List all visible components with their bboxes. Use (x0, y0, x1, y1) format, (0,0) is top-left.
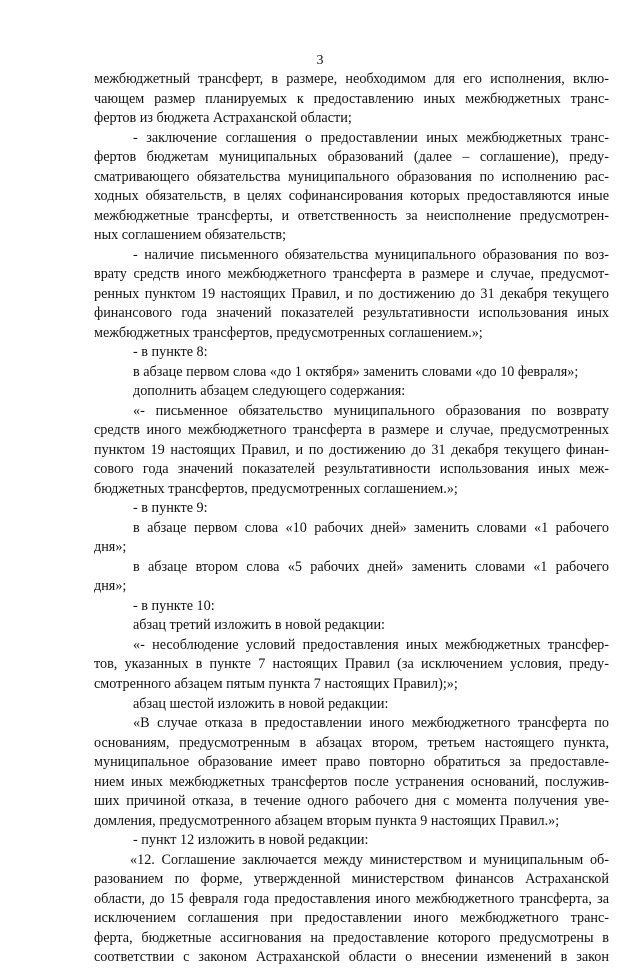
text-line: соответствии с законом Астраханской области о внесении изменений в закон (94, 949, 609, 966)
text-line: исключением соглашения при предоставлении иного межбюджетного транс- (94, 910, 609, 927)
text-line: дня»; (94, 539, 127, 556)
text-line: ходных обязательств, в целях софинансирования которых предоставляются иные (94, 188, 609, 205)
text-line: ших причиной отказа, в течение одного рабочего дня с момента получения уве- (94, 793, 609, 810)
text-line: «- несоблюдение условий предоставления иных межбюджетных трансфер- (133, 636, 609, 653)
text-line: врату средств иного межбюджетного трансферта в размере и случае, предусмот- (94, 266, 609, 283)
text-line: - в пункте 10: (133, 597, 215, 614)
text-line: дополнить абзацем следующего содержания: (133, 383, 406, 400)
text-line: смотренного абзацем пятым пункта 7 настоящих Правил);»; (94, 675, 458, 692)
text-line: межбюджетные трансферты, и ответственность за неисполнение предусмотрен- (94, 207, 609, 224)
text-line: сового года значений показателей результативности использования иных меж- (94, 461, 609, 478)
text-line: ренных пунктом 19 настоящих Правил, и по достижению до 31 декабря текущего (94, 285, 609, 302)
text-line: - в пункте 9: (133, 500, 208, 517)
text-line: нием иных межбюджетных трансфертов после устранения оснований, послужив- (94, 773, 609, 790)
text-line: «- письменное обязательство муниципального образования по возврату (133, 402, 609, 419)
text-line: области, до 15 февраля года предоставления иного межбюджетного трансферта, за (94, 890, 609, 907)
text-line: в абзаце втором слова «5 рабочих дней» заменить словами «1 рабочего (133, 558, 609, 575)
text-line: абзац третий изложить в новой редакции: (133, 617, 385, 634)
text-line: в абзаце первом слова «до 1 октября» заменить словами «до 10 февраля»; (133, 363, 579, 380)
text-line: фертов из бюджета Астраханской области; (94, 110, 352, 127)
page-number: 3 (316, 53, 324, 68)
text-line: «В случае отказа в предоставлении иного межбюджетного трансферта по (133, 715, 609, 732)
text-line: пунктом 19 настоящих Правил, и по достижению до 31 декабря текущего финан- (94, 441, 609, 458)
text-line: разованием по форме, утвержденной министерством финансов Астраханской (94, 871, 609, 888)
text-line: тов, указанных в пункте 7 настоящих Правил (за исключением условия, преду- (94, 656, 609, 673)
text-line: межбюджетный трансферт, в размере, необходимом для его исполнения, вклю- (94, 71, 609, 87)
text-line: - пункт 12 изложить в новой редакции: (133, 832, 369, 849)
text-line: межбюджетных трансфертов, предусмотренных соглашением.»; (94, 324, 483, 341)
text-line: - заключение соглашения о предоставлении иных межбюджетных транс- (133, 129, 609, 146)
text-line: фертов бюджетам муниципальных образований (далее – соглашение), преду- (94, 149, 609, 166)
text-line: чающем размер планируемых к предоставлению иных межбюджетных транс- (94, 90, 609, 107)
text-line: «12. Соглашение заключается между министерством и муниципальным об- (130, 851, 609, 868)
text-line: домления, предусмотренного абзацем вторым пункта 9 настоящих Правил.»; (94, 812, 560, 829)
text-line: средств иного межбюджетного трансферта в размере и случае, предусмотренных (94, 422, 609, 439)
document-body (94, 70, 609, 968)
text-line: дня»; (94, 578, 127, 595)
text-line: сматривающего обязательства муниципального образования по исполнению рас- (94, 168, 609, 185)
text-line: муниципальное образование имеет право повторно обратиться за предоставле- (94, 754, 609, 771)
text-line: - в пункте 8: (133, 344, 208, 361)
text-line: финансового года значений показателей результативности использования иных (94, 305, 609, 322)
text-line: основаниям, предусмотренным в абзацах втором, третьем настоящего пункта, (94, 734, 609, 751)
text-line: в абзаце первом слова «10 рабочих дней» заменить словами «1 рабочего (133, 519, 609, 536)
text-line: абзац шестой изложить в новой редакции: (133, 695, 389, 712)
text-line: ферта, бюджетные ассигнования на предоставление которого предусмотрены в (94, 929, 609, 946)
text-line: ных соглашением обязательств; (94, 227, 287, 244)
text-line: - наличие письменного обязательства муниципального образования по воз- (133, 246, 609, 263)
text-line: бюджетных трансфертов, предусмотренных соглашением.»; (94, 480, 458, 497)
